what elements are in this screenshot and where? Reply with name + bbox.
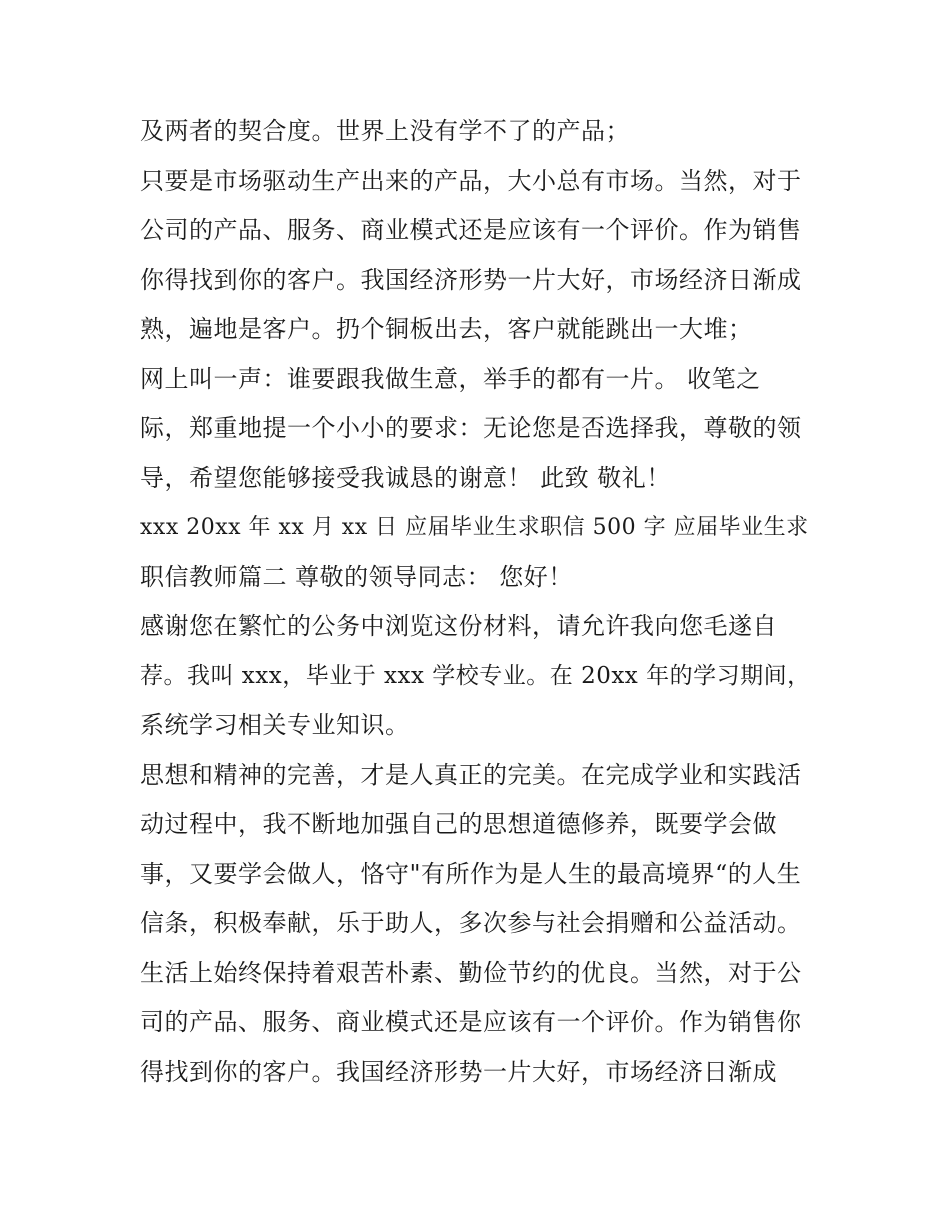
text-line: 信条，积极奉献，乐于助人，多次参与社会捐赠和公益活动。 [140,909,802,937]
text-line: 熟，遍地是客户。扔个铜板出去，客户就能跳出一大堆； [140,315,753,343]
text-line: 你得找到你的客户。我国经济形势一片大好，市场经济日渐成 [140,265,802,294]
text-line: 职信教师篇二 尊敬的领导同志： 您好！ [140,562,573,591]
text-line: 生活上始终保持着艰苦朴素、勤俭节约的优良。当然，对于公 [140,958,802,987]
text-line: xxx 20xx 年 xx 月 xx 日 应届毕业生求职信 500 字 应届毕业生求 [140,515,809,540]
document-body [140,107,820,1097]
text-line: 事，又要学会做人，恪守"有所作为是人生的最高境界“的人生 [140,859,802,888]
text-line: 得找到你的客户。我国经济形势一片大好，市场经济日渐成 [140,1057,777,1086]
text-line: 公司的产品、服务、商业模式还是应该有一个评价。作为销售 [140,216,802,244]
text-line: 系统学习相关专业知识。 [140,711,410,739]
text-line: 感谢您在繁忙的公务中浏览这份材料，请允许我向您毛遂自 [140,612,777,640]
text-line: 导，希望您能够接受我诚恳的谢意！ 此致 敬礼！ [140,463,671,492]
text-line: 动过程中，我不断地加强自己的思想道德修养，既要学会做 [140,810,777,838]
text-line: 思想和精神的完善，才是人真正的完美。在完成学业和实践活 [140,760,802,789]
text-line: 荐。我叫 xxx，毕业于 xxx 学校专业。在 20xx 年的学习期间， [140,662,811,689]
text-line: 际，郑重地提一个小小的要求：无论您是否选择我，尊敬的领 [140,414,802,442]
text-line: 司的产品、服务、商业模式还是应该有一个评价。作为销售你 [140,1008,802,1036]
text-line: 及两者的契合度。世界上没有学不了的产品； [140,117,630,145]
text-line: 只要是市场驱动生产出来的产品，大小总有市场。当然，对于 [140,166,802,195]
text-line: 网上叫一声：谁要跟我做生意，举手的都有一片。 收笔之 [140,364,761,393]
